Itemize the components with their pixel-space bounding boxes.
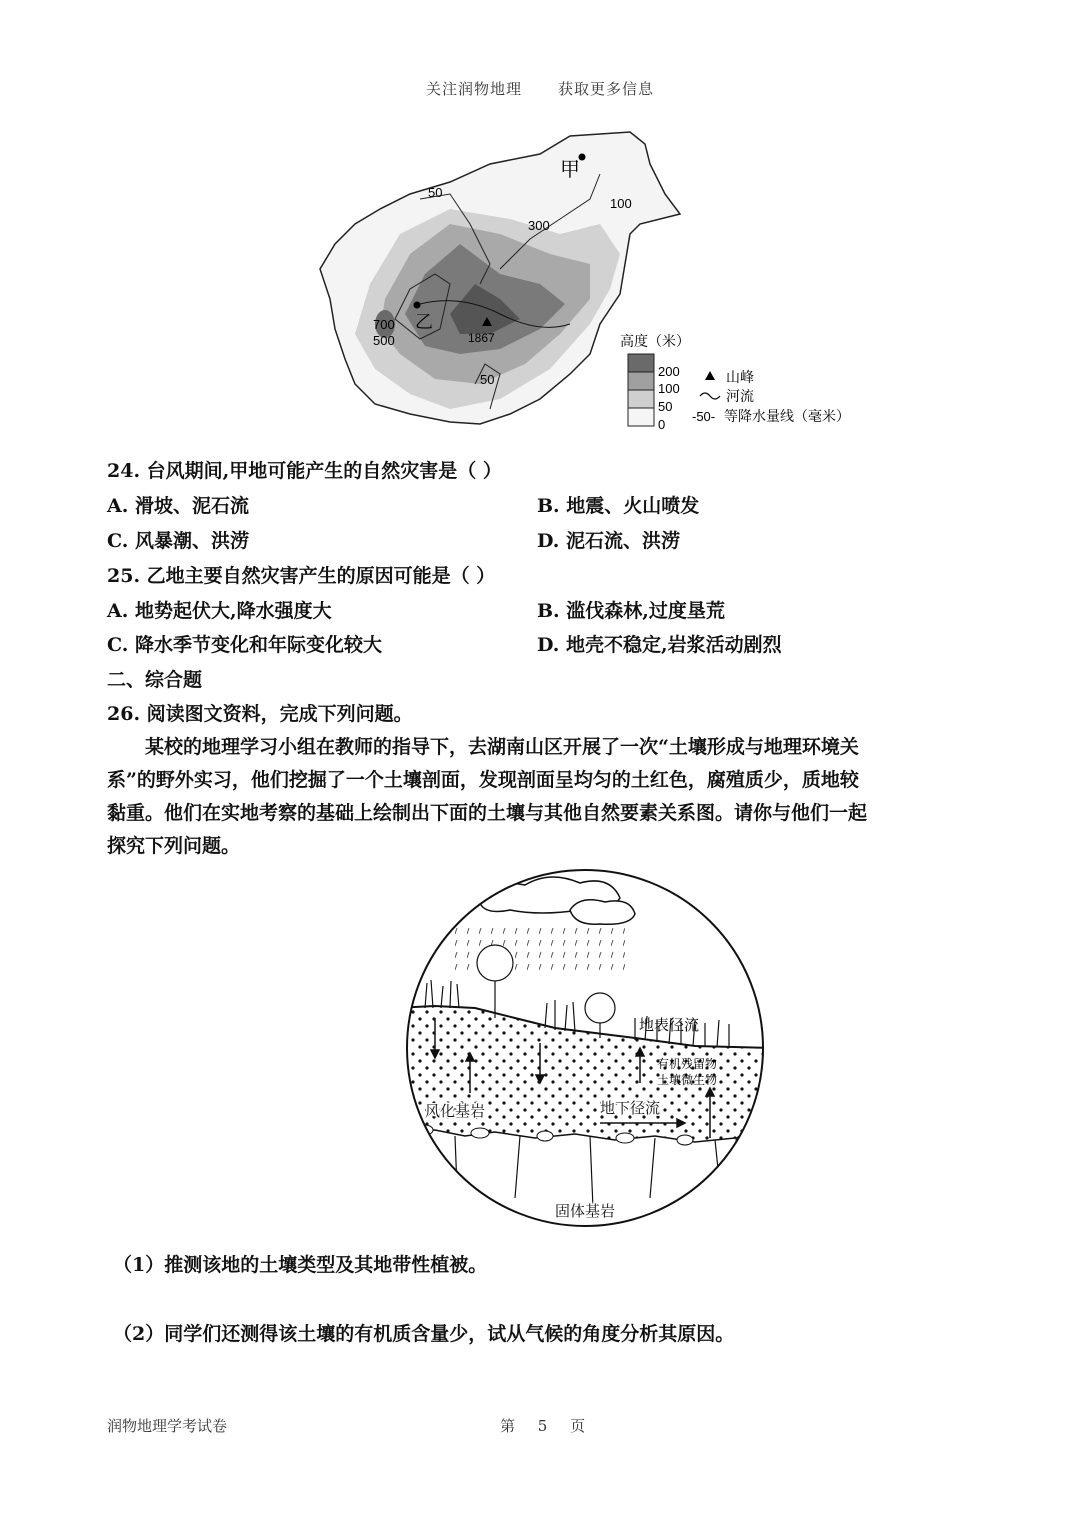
legend-swatch-50 [628, 390, 654, 408]
header-right: 获取更多信息 [558, 80, 655, 98]
page-number: 5 [537, 1417, 548, 1435]
legend-title: 高度（米） [620, 334, 690, 350]
label-organic-residue: 有机残留物 [657, 1057, 718, 1071]
legend-level: 0 [658, 417, 666, 432]
legend-isohyet-icon: -50- [692, 409, 716, 424]
footer-title: 润物地理学考试卷 [107, 1417, 228, 1435]
label-500: 500 [373, 333, 395, 348]
label-surface-runoff: 地表径流 [639, 1016, 700, 1034]
label-soil-microbes: 土壤微生物 [657, 1073, 718, 1087]
label-peak: 1867 [468, 331, 495, 345]
paragraph-line: 探究下列问题。 [107, 835, 241, 857]
question-24-option-b[interactable]: B. 地震、火山喷发 [537, 495, 700, 517]
label-700: 700 [373, 317, 395, 332]
question-24-option-c[interactable]: C. 风暴潮、洪涝 [107, 530, 250, 552]
page-suffix: 页 [570, 1417, 586, 1435]
question-25-option-c[interactable]: C. 降水季节变化和年际变化较大 [107, 634, 383, 656]
legend-swatch-200 [628, 354, 654, 372]
label-weathered-bedrock: 风化基岩 [425, 1102, 486, 1120]
label-solid-bedrock: 固体基岩 [555, 1202, 616, 1220]
footer-page [500, 1415, 585, 1436]
question-24-option-d[interactable]: D. 泥石流、洪涝 [537, 530, 681, 552]
question-25-option-a[interactable]: A. 地势起伏大,降水强度大 [107, 600, 332, 622]
legend-river-icon [700, 393, 720, 399]
legend-level: 200 [658, 364, 680, 379]
soil-diagram [395, 868, 775, 1228]
page-header [0, 78, 1080, 99]
legend-level: 50 [658, 399, 673, 414]
label-300: 300 [528, 218, 550, 233]
question-26-paragraph [107, 731, 975, 863]
label-groundwater-flow: 地下径流 [600, 1099, 661, 1117]
label-100: 100 [610, 196, 632, 211]
cloud-shape [570, 900, 635, 925]
question-24-stem: 24. 台风期间,甲地可能产生的自然灾害是（ ） [107, 460, 502, 482]
question-26-stem: 26. 阅读图文资料，完成下列问题。 [107, 703, 413, 725]
page-prefix: 第 [500, 1417, 516, 1435]
header-left: 关注润物地理 [425, 80, 522, 98]
point-yi [414, 302, 421, 309]
subquestion-2: （2）同学们还测得该土壤的有机质含量少，试从气候的角度分析其原因。 [113, 1323, 735, 1345]
section-title: 二、综合题 [107, 669, 203, 691]
paragraph-line: 某校的地理学习小组在教师的指导下，去湖南山区开展了一次“土壤形成与地理环境关 [145, 736, 859, 758]
question-24-option-a[interactable]: A. 滑坡、泥石流 [107, 495, 249, 517]
label-50a: 50 [428, 185, 443, 200]
legend-isohyet: 等降水量线（毫米） [724, 409, 850, 425]
legend-peak-icon [705, 371, 715, 380]
label-yi: 乙 [415, 312, 433, 333]
hainan-map [300, 124, 900, 444]
legend-level: 100 [658, 381, 680, 396]
legend-peak: 山峰 [726, 370, 754, 386]
label-jia: 甲 [560, 157, 580, 181]
paragraph-line: 系”的野外实习，他们挖掘了一个土壤剖面，发现剖面呈均匀的土红色，腐殖质少，质地较 [107, 769, 859, 791]
question-25-option-b[interactable]: B. 滥伐森林,过度垦荒 [537, 600, 725, 622]
label-50b: 50 [480, 372, 495, 387]
legend-swatch-100 [628, 372, 654, 390]
question-25-option-d[interactable]: D. 地壳不稳定,岩浆活动剧烈 [537, 634, 782, 656]
legend-river: 河流 [726, 389, 754, 405]
paragraph-line: 黏重。他们在实地考察的基础上绘制出下面的土壤与其他自然要素关系图。请你与他们一起 [107, 802, 868, 824]
question-25-stem: 25. 乙地主要自然灾害产生的原因可能是（ ） [107, 565, 496, 587]
legend-swatch-0 [628, 408, 654, 426]
subquestion-1: （1）推测该地的土壤类型及其地带性植被。 [113, 1254, 488, 1276]
